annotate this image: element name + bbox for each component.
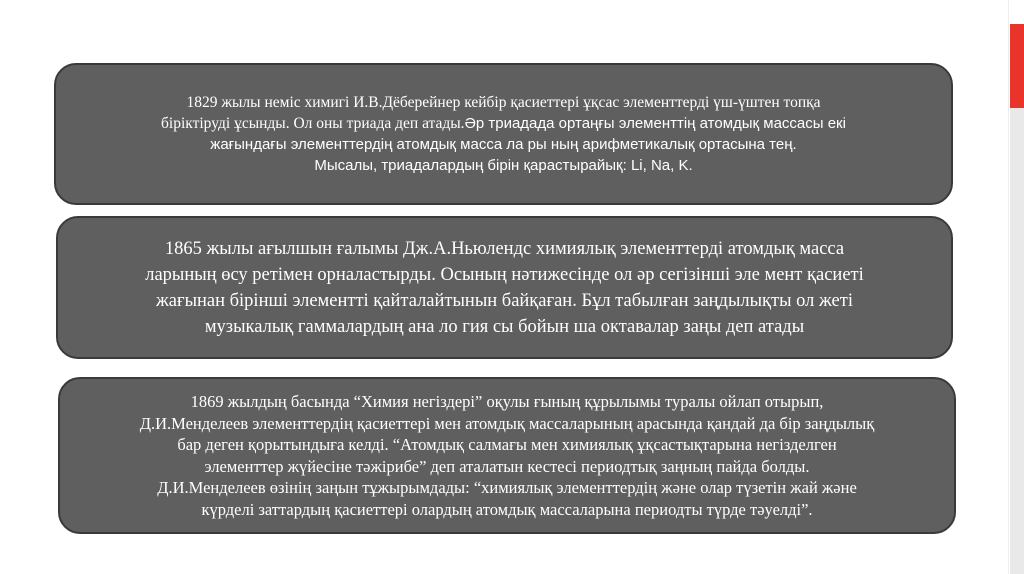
block2-line3: жағынан бірінші элементті қайталайтынын байқаған. Бұл табылған заңдылықты ол жеті: [155, 290, 853, 311]
block1-line3: жағындағы элементтердің атомдық масса ла ры ның арифметикалық ортасына тең.: [210, 136, 797, 153]
dobereiner-triads-box: [54, 63, 953, 205]
block3-line1: 1869 жылдың басында “Химия негіздері” оқулы ғының құрылымы туралы ойлап отырып,: [190, 392, 824, 411]
block3-line6: күрделі заттардың қасиеттері олардың атомдық массаларына периодты түрде тәуелді”.: [201, 499, 813, 519]
block3-line4: элементтер жүйесіне тәжірибе” деп аталатын кестесі периодтық заңның пайда болды.: [204, 456, 810, 476]
block3-line3: бар деген қорытындыға келді. “Атомдық салмағы мен химиялық ұқсастықтарына негізделген: [177, 435, 837, 454]
mendeleev-periodic-law-box: [58, 377, 956, 534]
accent-bar-red: [1010, 24, 1024, 108]
block1-line2-sans: Әр триадада ортаңғы элементтің атомдық массасы екі: [464, 115, 846, 132]
block1-line2-serif: біріктіруді ұсынды. Ол оны триада деп атады.: [161, 115, 465, 132]
block1-line2: [161, 113, 846, 134]
slide-edge-line: [1008, 0, 1009, 574]
block2-line2: ларының өсу ретімен орналастырды. Осының нәтижесінде ол әр сегізінші эле мент қасиеті: [145, 264, 864, 285]
side-accent-bar: [1010, 0, 1024, 574]
block1-line1: 1829 жылы неміс химигі И.В.Дёберейнер кейбір қасиеттері ұқсас элементтерді үш-үштен топқа: [186, 94, 821, 111]
block3-line5: Д.И.Менделеев өзінің заңын тұжырымдады: “химиялық элементтердің және олар түзетін жай және: [157, 478, 857, 497]
block2-line4: музыкалық гаммалардың ана ло гия сы бойын ша октавалар заңы деп атады: [204, 316, 805, 337]
accent-bar-gray: [1010, 108, 1024, 574]
block2-line1: 1865 жылы ағылшын ғалымы Дж.А.Ньюлендс химиялық элементтерді атомдық масса: [164, 238, 845, 259]
block3-line2: Д.И.Менделеев элементтердің қасиеттері мен атомдық массаларының арасында қандай да бір заңдылық: [139, 413, 875, 433]
block1-line4: Мысалы, триадалардың бірін қарастырайық: Li, Na, K.: [314, 157, 693, 174]
newlands-octaves-box: [56, 216, 953, 359]
